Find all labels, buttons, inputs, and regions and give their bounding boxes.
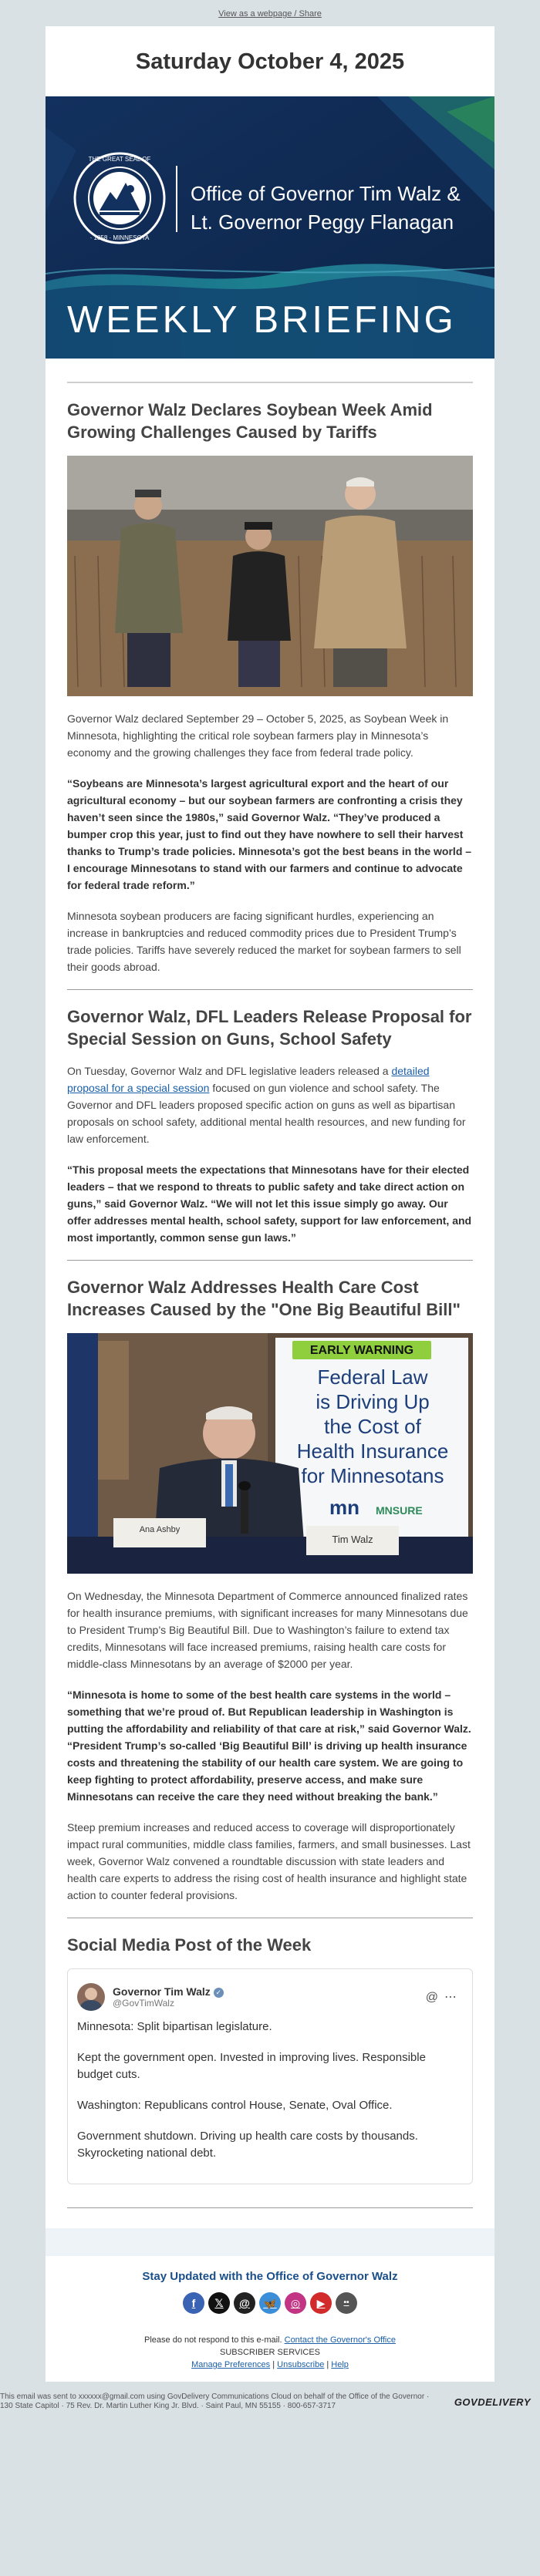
detailed-proposal-link[interactable]: detailed proposal for a special session [67,1065,430,1094]
more-options-icon[interactable]: ⋯ [444,1991,463,2004]
social-author-name-text: Governor Tim Walz [113,1985,211,1998]
footer-band [46,2228,494,2256]
legal-text: This email was sent to xxxxxx@gmail.com using GovDelivery Communications Cloud on behalf of the Office of the Governor · 130 State Capitol · 75 Rev. Dr. Martin Luther King Jr. Blvd. · Saint Paul, MN 55155 · 800-657-3717 [0,2392,430,2410]
social-post-card[interactable] [67,1968,473,2184]
paragraph-text: focused on gun violence and school safety. The Governor and DFL leaders proposed specific action on guns as well as bipartisan proposals on school safety, additional mental health resources, and new funding for law enforcement. [67,1082,466,1145]
legal-bar [0,2382,540,2419]
date-heading: Saturday October 4, 2025 [46,26,494,96]
instagram-icon[interactable]: ◎ [285,2292,306,2314]
article-quote: “Minnesota is home to some of the best health care systems in the world – something that we’re proud of. But Republican leadership in Washington is putting the affordability and reliability of that care at risk,” said Governor Walz. “President Trump’s so-called ‘Big Beautiful Bill’ is driving up health insurance costs and threatening the stability of our health care system. We are going to keep fighting to protect affordability, preserve access, and make sure Minnesotans can receive the care they need without breaking the bank.” [67,1689,471,1803]
article-quote: “Soybeans are Minnesota’s largest agricultural export and the heart of our agricultural economy – but our soybean farmers are confronting a crisis they haven’t seen since the 1980s,” said Governor Walz. “They’ve produced a bumper crop this year, just to find out they have nowhere to sell their harvest thanks to Trump’s trade policies. Minnesota’s got the best beans in the world – I encourage Minnesotans to stand with our farmers and continue to advocate for federal trade reform.” [67,777,472,891]
nameplate-ashby: Ana Ashby [139,1525,181,1534]
bluesky-icon[interactable]: 🦋 [259,2292,281,2314]
email-container [46,26,494,2382]
footer-notice [46,2334,494,2346]
sign-badge-text: EARLY WARNING [309,1344,414,1357]
article-quote: “This proposal meets the expectations that Minnesotans have for their elected leaders – that we respond to threats to public safety and take direct action on guns,” said Governor Walz. “We will not let this issue simply go away. Our offer addresses mental health, school safety, support for law enforcement, and most importantly, common sense gun laws.” [67,1163,472,1244]
divider [67,382,473,383]
manage-preferences-link[interactable]: Manage Preferences [191,2360,271,2369]
help-link[interactable]: Help [331,2360,349,2369]
social-post-line: Minnesota: Split bipartisan legislature. [77,2020,272,2033]
sign-logo-mn: mn [329,1496,359,1519]
article-paragraph [67,1062,473,1147]
separator: | [270,2360,278,2369]
facebook-icon[interactable]: f [183,2292,204,2314]
state-seal-icon [75,153,164,243]
divider [67,989,473,990]
nameplate-walz: Tim Walz [332,1534,373,1545]
flickr-icon[interactable]: •• [336,2292,357,2314]
view-webpage-bar [0,0,540,26]
unsubscribe-link[interactable]: Unsubscribe [277,2360,325,2369]
social-author [113,1985,224,2009]
banner-title-line2: Lt. Governor Peggy Flanagan [191,210,454,234]
social-post-line: Kept the government open. Invested in improving lives. Responsible budget cuts. [77,2051,426,2081]
social-post-header [77,1983,463,2011]
contact-governor-link[interactable]: Contact the Governor's Office [284,2335,396,2345]
banner-title-line1: Office of Governor Tim Walz & [191,182,461,205]
youtube-icon[interactable]: ▶ [310,2292,332,2314]
article-title-soybean: Governor Walz Declares Soybean Week Amid Growing Challenges Caused by Tariffs [67,400,433,442]
threads-icon[interactable]: @ [425,1991,444,2004]
article-paragraph: Minnesota soybean producers are facing significant hurdles, experiencing an increase in bankruptcies and reduced commodity prices due to President Trump’s trade policies. Tariffs have severely reduced the market for soybean farmers to sell their goods abroad. [67,910,461,973]
paragraph-text: On Tuesday, Governor Walz and DFL legislative leaders released a [67,1065,392,1077]
sign-line: is Driving Up [316,1390,430,1413]
sign-line: the Cost of [324,1415,421,1438]
main-content [46,359,494,2228]
article-paragraph: Steep premium increases and reduced access to coverage will disproportionately impact rural communities, middle class families, farmers, and small businesses. Last week, Governor Walz convened a roundtable discussion with state leaders and health care experts to address the rising cost of health insurance and highlight state action to counter federal provisions. [67,1821,471,1901]
threads-icon[interactable]: @ [234,2292,255,2314]
subscriber-links [46,2359,494,2371]
social-heading: Social Media Post of the Week [67,1935,312,1955]
sign-logo-mnsure: MNSURE [376,1504,423,1517]
spacer [67,2208,473,2228]
banner-title [191,180,461,237]
article-title-special-session: Governor Walz, DFL Leaders Release Proposal for Special Session on Guns, School Safety [67,1007,472,1049]
article-paragraph: On Wednesday, the Minnesota Department of Commerce announced finalized rates for health insurance premiums, with significant increases for many Minnesotans due to President Trump’s Big Beautiful Bill. Due to Washington’s failure to extend tax credits, Minnesotans will face increased premiums, raising health care costs for middle-class Minnesotans by an average of $2000 per year. [67,1590,468,1670]
article-paragraph: Governor Walz declared September 29 – October 5, 2025, as Soybean Week in Minnesota, highlighting the critical role soybean farmers play in Minnesota’s economy and the growing challenges they face from federal trade policy. [67,712,449,759]
article-title-health-care: Governor Walz Addresses Health Care Cost Increases Caused by the "One Big Beautiful Bill" [67,1278,461,1319]
soybean-farmers-photo [67,456,473,696]
social-post-actions [426,1989,463,2005]
x-icon[interactable]: 𝕏 [208,2292,230,2314]
separator: | [324,2360,332,2369]
weekly-briefing-label: WEEKLY BRIEFING [67,299,457,341]
svg-text:· 1858 · MINNESOTA: · 1858 · MINNESOTA [89,234,150,241]
govdelivery-logo: GOVDELIVERY [454,2396,531,2408]
subscriber-services-label: SUBSCRIBER SERVICES [219,2348,320,2357]
social-author-handle: @GovTimWalz [113,1998,174,2009]
sign-line: Federal Law [317,1365,428,1389]
divider [67,1260,473,1261]
social-post-line: Washington: Republicans control House, Senate, Oval Office. [77,2099,393,2112]
social-links [46,2292,494,2314]
footer [46,2256,494,2382]
verified-icon: ✓ [214,1988,224,1998]
view-webpage-link[interactable]: View as a webpage / Share [218,9,322,19]
sign-line: Health Insurance [296,1440,449,1463]
stay-updated-heading: Stay Updated with the Office of Governor Walz [142,2270,398,2283]
health-care-press-conference-photo [67,1333,473,1574]
social-post-line: Government shutdown. Driving up health care costs by thousands. Skyrocketing national debt. [77,2130,418,2160]
svg-text:THE GREAT SEAL OF: THE GREAT SEAL OF [88,156,151,163]
header-banner [46,96,494,359]
no-respond-text: Please do not respond to this e-mail. [144,2335,285,2345]
sign-line: for Minnesotans [301,1464,444,1487]
social-author-name [113,1985,224,1998]
avatar [77,1983,105,2011]
